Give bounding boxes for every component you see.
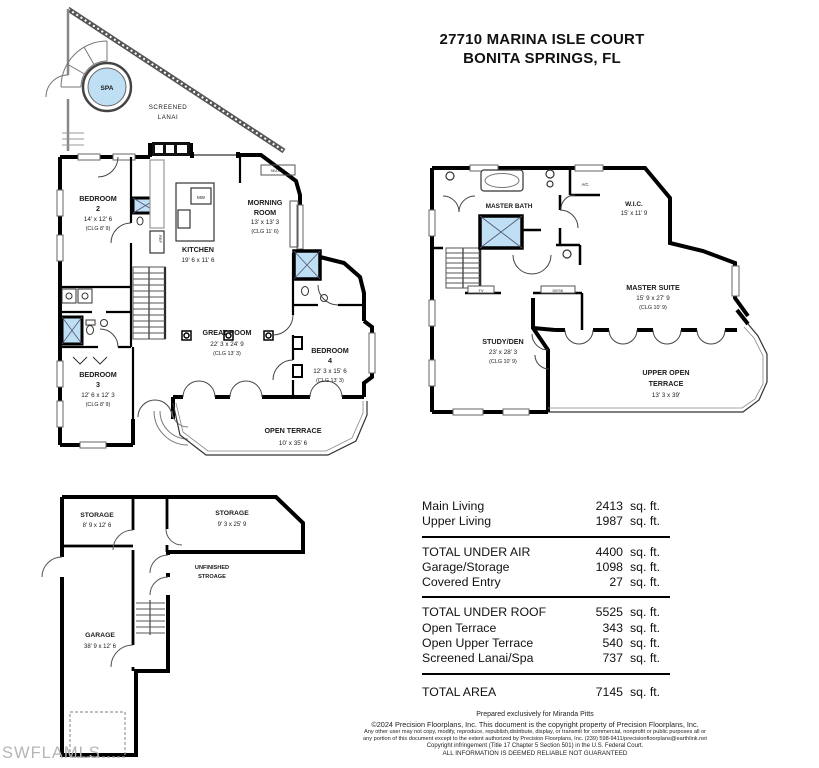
svg-text:12' 6 x 12' 3: 12' 6 x 12' 3	[81, 392, 115, 399]
table-row: Open Terrace 343 sq. ft.	[422, 620, 661, 635]
shower-hall-bath	[62, 317, 82, 344]
footer-block	[320, 711, 750, 758]
garage-room-labels	[80, 510, 249, 650]
svg-text:ROOM: ROOM	[253, 208, 277, 217]
title-line2: BONITA SPRINGS, FL	[463, 50, 621, 67]
page-title	[412, 30, 672, 68]
svg-text:13' x 13' 3: 13' x 13' 3	[250, 219, 280, 226]
footer-line-5: Copyright infringement (Title 17 Chapter 5 Section 501) in the U.S. Federal Court.	[426, 742, 644, 749]
table-row: Main Living 2413 sq. ft.	[422, 499, 661, 513]
title-line1: 27710 MARINA ISLE COURT	[439, 31, 645, 48]
upper-terrace-label: UPPER OPEN	[642, 368, 690, 377]
bedroom3-label: BEDROOM	[79, 370, 117, 379]
table-row: Covered Entry 27 sq. ft.	[422, 575, 661, 590]
table-row: TOTAL UNDER AIR 4400 sq. ft.	[422, 544, 661, 559]
svg-text:22' 3 x 24' 9: 22' 3 x 24' 9	[210, 341, 244, 348]
svg-text:(CLG 8' 9): (CLG 8' 9)	[85, 402, 111, 408]
ac-label: A/C	[581, 182, 589, 187]
master-bath-label: MASTER BATH	[485, 203, 533, 210]
mw-label: MW	[197, 195, 205, 200]
footer-line-4: any portion of this document except to the extent authorized by Precision Floorplans, Inc. (239) 598-9411/precisionfloorplans@earthlink.net	[363, 735, 707, 742]
table-divider	[422, 536, 670, 538]
footer-line-3: Any other user may not copy, modify, reproduce, republish,distribute, display, or transmit for commercial, nonprofit or public purposes all or	[364, 728, 706, 735]
svg-text:8' 9 x 12' 6: 8' 9 x 12' 6	[82, 523, 112, 529]
table-divider	[422, 673, 670, 675]
table-row: TOTAL UNDER ROOF 5525 sq. ft.	[422, 605, 661, 620]
garage-outer-walls	[62, 497, 303, 755]
spa-label: SPA	[100, 85, 114, 92]
svg-text:(CLG 10' 9): (CLG 10' 9)	[489, 359, 517, 365]
svg-text:2: 2	[96, 204, 100, 213]
svg-text:23' x 28' 3: 23' x 28' 3	[488, 349, 518, 356]
svg-text:10' x 35' 6: 10' x 35' 6	[278, 440, 308, 447]
desk-label: DESK	[552, 288, 564, 293]
svg-text:19' 6 x 11' 6: 19' 6 x 11' 6	[181, 257, 215, 264]
table-row-total: TOTAL AREA 7145 sq. ft.	[422, 684, 661, 699]
storage1-label: STORAGE	[80, 512, 114, 519]
garage-door-arcs	[111, 529, 182, 667]
open-terrace-label: OPEN TERRACE	[264, 426, 322, 435]
wic-label: W.I.C.	[625, 201, 643, 208]
kitchen-appliances	[152, 142, 190, 156]
svg-text:12' 3 x 15' 6: 12' 3 x 15' 6	[313, 368, 347, 375]
kitchen-label: KITCHEN	[182, 245, 214, 254]
study-den-label: STUDY/DEN	[482, 337, 524, 346]
svg-text:(CLG 10' 9): (CLG 10' 9)	[639, 305, 667, 311]
entry-gap	[59, 557, 66, 577]
footer-line-2: ©2024 Precision Floorplans, Inc. This document is the copyright property of Precision Floorplans, Inc.	[371, 719, 699, 729]
spa	[83, 63, 131, 111]
svg-text:(CLG 11' 6): (CLG 11' 6)	[251, 229, 279, 235]
garage-floor-plan	[28, 485, 322, 768]
shower-bed4-bath	[294, 251, 320, 279]
post	[190, 152, 194, 158]
footer-line-1: Prepared exclusively for Miranda Pitts	[476, 711, 594, 718]
footer-line-6: ALL INFORMATION IS DEEMED RELIABLE NOT GUARANTEED	[442, 750, 628, 757]
svg-text:4: 4	[328, 356, 332, 365]
svg-text:38' 9 x 12' 6: 38' 9 x 12' 6	[84, 644, 116, 650]
table-row: Upper Living 1987 sq. ft.	[422, 514, 661, 529]
unfinished-storage-label: UNFINISHED	[194, 565, 230, 571]
master-suite-label: MASTER SUITE	[626, 283, 680, 292]
svg-text:STROAGE: STROAGE	[198, 574, 226, 580]
ref-label: REF	[158, 235, 163, 243]
watermark: SWFLAMLS	[2, 744, 101, 762]
master-shower	[480, 216, 522, 248]
area-table	[422, 499, 670, 700]
floor2-stairs	[446, 248, 480, 288]
great-room-label: GREAT ROOM	[202, 328, 252, 337]
bedroom4-label: BEDROOM	[311, 346, 349, 355]
svg-text:14' x 12' 6: 14' x 12' 6	[83, 216, 113, 223]
table-row: Garage/Storage 1098 sq. ft.	[422, 559, 661, 574]
garage-stairs	[136, 600, 165, 635]
main-stairs	[133, 267, 165, 339]
seating-label: SEATING	[270, 169, 286, 173]
bed4-closet	[293, 337, 302, 377]
svg-text:3: 3	[96, 380, 100, 389]
bed3-closet-chevrons	[73, 357, 107, 364]
table-row: Open Upper Terrace 540 sq. ft.	[422, 636, 661, 651]
morning-room-label: MORNING	[247, 198, 283, 207]
lanai-label-2: LANAI	[157, 114, 179, 121]
table-divider	[422, 596, 670, 598]
svg-text:(CLG 13' 3): (CLG 13' 3)	[316, 378, 344, 384]
bedroom2-label: BEDROOM	[79, 194, 117, 203]
svg-text:15' 9 x 27' 9: 15' 9 x 27' 9	[636, 295, 670, 302]
svg-text:TERRACE: TERRACE	[648, 379, 684, 388]
svg-text:9' 3 x 25' 9: 9' 3 x 25' 9	[217, 522, 247, 528]
table-row: Screened Lanai/Spa 737 sq. ft.	[422, 651, 661, 666]
tv-label: TV	[478, 288, 484, 293]
storage2-label: STORAGE	[215, 510, 249, 517]
garage-label: GARAGE	[85, 632, 115, 639]
svg-text:13' 3 x 39': 13' 3 x 39'	[651, 392, 681, 399]
suite-arches	[565, 330, 725, 344]
svg-text:(CLG 8' 9): (CLG 8' 9)	[85, 226, 111, 232]
svg-text:(CLG 13' 3): (CLG 13' 3)	[213, 351, 241, 357]
lanai-label-1: SCREENED	[148, 104, 188, 111]
second-floor-plan	[413, 150, 817, 440]
first-floor-plan	[28, 5, 420, 467]
svg-text:15' x 11' 9: 15' x 11' 9	[620, 211, 648, 217]
